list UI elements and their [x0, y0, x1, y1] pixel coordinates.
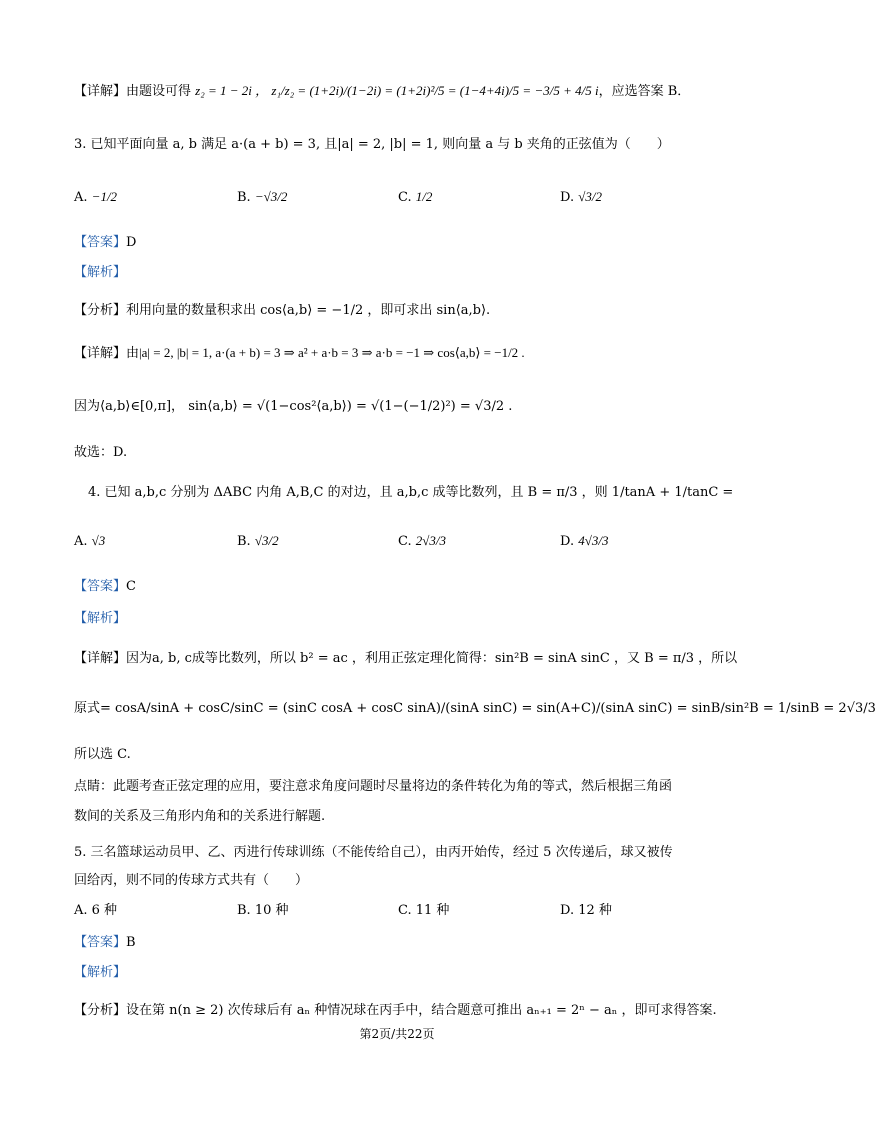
q4-option-d: D. 4√3/3: [560, 533, 609, 549]
q3-detail: 【详解】由|a| = 2, |b| = 1, a·(a + b) = 3 ⇒ a² + a·b = 3 ⇒ a·b = −1 ⇒ cos⟨a,b⟩ = −1/2 .: [74, 345, 525, 361]
q4-tip-line-1: 点睛：此题考查正弦定理的应用，要注意求角度问题时尽量将边的条件转化为角的等式，然后根据三角函: [74, 779, 673, 794]
q4-conclusion: 所以选 C.: [74, 747, 131, 762]
q3-analysis: 【分析】利用向量的数量积求出 cos⟨a,b⟩ = −1/2 ，即可求出 sin⟨a,b⟩.: [74, 303, 491, 318]
q4-detail-line-2: 原式= cosA/sinA + cosC/sinC = (sinC cosA + cosC sinA)/(sinA sinC) = sin(A+C)/(sinA sinC) = sinB/sin²B = 1/sinB = 2√3/3: [74, 701, 876, 716]
q5-option-d: D. 12 种: [560, 903, 612, 918]
q3-option-b: B. −√3/2: [237, 189, 288, 205]
q4-detail: 【详解】因为a, b, c成等比数列，所以 b² = ac ，利用正弦定理化简得：sin²B = sinA sinC ，又 B = π/3 ，所以: [74, 651, 738, 666]
detail-label: 【详解】: [74, 84, 127, 99]
q4-answer: 【答案】C: [74, 579, 136, 594]
q3-option-d: D. √3/2: [560, 189, 602, 205]
q3-jiexi-heading: 【解析】: [74, 265, 127, 280]
q5-option-a: A. 6 种: [74, 903, 118, 918]
question-5-line-2: 回给丙，则不同的传球方式共有（ ）: [74, 873, 309, 888]
detail-line-1: 【详解】由题设可得 z₂ = 1 − 2i ， z₁/z₂ = (1+2i)/(1−2i) = (1+2i)²/5 = (1−4+4i)/5 = −3/5 + 4/5 i，应选答案 B．: [74, 83, 691, 99]
q4-jiexi-heading: 【解析】: [74, 611, 127, 626]
q3-detail-line-2: 因为⟨a,b⟩∈[0,π]， sin⟨a,b⟩ = √(1−cos²⟨a,b⟩) = √(1−(−1/2)²) = √3/2 .: [74, 399, 513, 414]
question-4: 4. 已知 a,b,c 分别为 ΔABC 内角 A,B,C 的对边，且 a,b,c 成等比数列，且 B = π/3 ，则 1/tanA + 1/tanC =: [88, 485, 734, 500]
page-footer: 第2页/共22页: [359, 1027, 435, 1041]
q3-option-a: A. −1/2: [74, 189, 118, 205]
q3-option-c: C. 1/2: [398, 189, 433, 205]
q3-conclusion: 故选：D.: [74, 445, 128, 460]
question-3: 3. 已知平面向量 a, b 满足 a·(a + b) = 3, 且|a| = 2, |b| = 1, 则向量 a 与 b 夹角的正弦值为（ ）: [74, 137, 670, 152]
q5-answer: 【答案】B: [74, 935, 136, 950]
q5-option-c: C. 11 种: [398, 903, 450, 918]
q5-analysis: 【分析】设在第 n(n ≥ 2) 次传球后有 aₙ 种情况球在丙手中，结合题意可推出 aₙ₊₁ = 2ⁿ − aₙ ，即可求得答案.: [74, 1003, 717, 1018]
q3-answer: 【答案】D: [74, 235, 137, 250]
q4-option-b: B. √3/2: [237, 533, 279, 549]
q4-option-a: A. √3: [74, 533, 106, 549]
q4-option-c: C. 2√3/3: [398, 533, 447, 549]
q4-tip-line-2: 数间的关系及三角形内角和的关系进行解题.: [74, 809, 326, 824]
q5-option-b: B. 10 种: [237, 903, 289, 918]
question-5-line-1: 5. 三名篮球运动员甲、乙、丙进行传球训练（不能传给自己），由丙开始传，经过 5 次传递后，球又被传: [74, 845, 673, 860]
math-expression: z₂ = 1 − 2i ， z₁/z₂ = (1+2i)/(1−2i) = (1+2i)²/5 = (1−4+4i)/5 = −3/5 + 4/5 i: [195, 83, 599, 98]
q5-jiexi-heading: 【解析】: [74, 965, 127, 980]
